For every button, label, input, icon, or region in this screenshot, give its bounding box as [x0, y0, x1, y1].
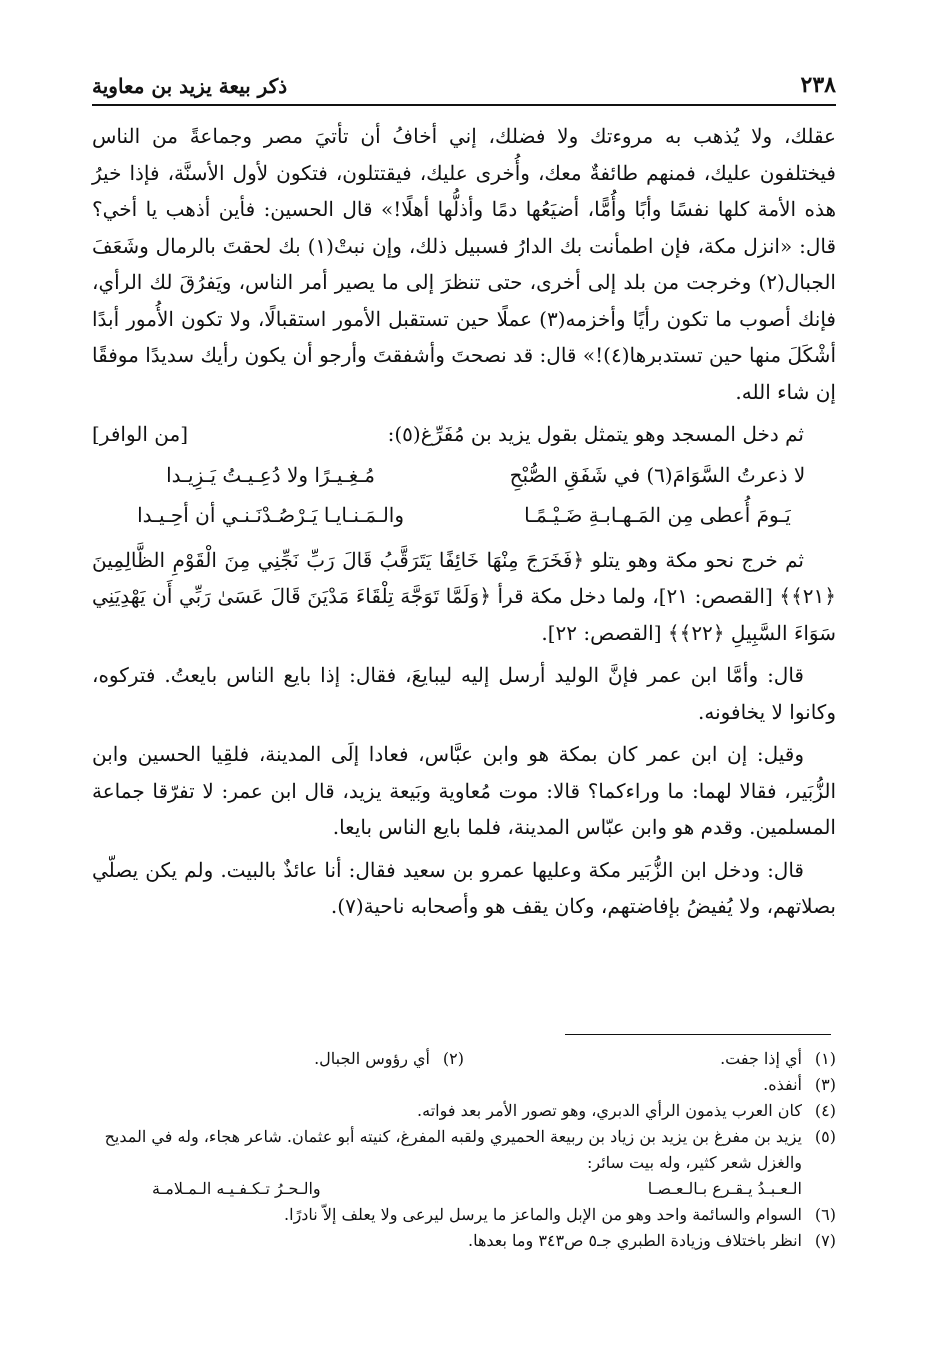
paragraph: ثم خرج نحو مكة وهو يتلو ﴿فَخَرَجَ مِنْهَا خَائِفًا يَتَرَقَّبُ قَالَ رَبِّ نَجِّنِي مِنَ الْقَوْمِ الظَّالِمِينَ ﴿٢١﴾﴾ [القصص: ٢١]، ولما دخل مكة قرأ ﴿وَلَمَّا تَوَجَّهَ تِلْقَاءَ مَدْيَنَ قَالَ عَسَىٰ رَبِّي أَن يَهْدِيَنِي سَوَاءَ السَّبِيلِ ﴿٢٢﴾﴾ [القصص: ٢٢].	[92, 547, 836, 645]
footnote-verse-left: والـحـرُ تـكـفـيـه الـمـلامـة	[152, 1179, 321, 1198]
verse-line	[92, 497, 836, 534]
footnote-pair	[92, 1046, 836, 1072]
footnote-verse	[92, 1176, 836, 1202]
footnotes	[92, 1046, 836, 1254]
verse-line	[92, 457, 836, 494]
chapter-title: ذكر بيعة يزيد بن معاوية	[92, 74, 288, 98]
verse-hemistich-right: يَـومَ أُعطى مِن المَـهـابـةِ ضَـيْـمًـا	[524, 503, 791, 527]
page-number: ٢٣٨	[800, 72, 836, 98]
footnote-text: كان العرب يذمون الرأي الدبري، وهو تصور الأمر بعد فواته.	[417, 1101, 802, 1120]
footnote-1	[464, 1046, 836, 1072]
footnote-divider	[565, 1034, 831, 1035]
footnote-text: انظر باختلاف وزيادة الطبري جـ٥ ص٣٤٣ وما بعدها.	[468, 1231, 802, 1250]
footnote-number: (٦)	[814, 1205, 836, 1224]
footnote-5	[92, 1124, 836, 1176]
footnote-number: (١)	[814, 1049, 836, 1068]
footnote-3	[92, 1072, 836, 1098]
footnote-2	[92, 1046, 464, 1072]
footnote-text: أي إذا جفت.	[720, 1049, 802, 1068]
verse-hemistich-right: لا ذعرتُ السَّوَامَ(٦) في شَفَقِ الصُّبْحِ	[509, 462, 806, 487]
paragraph: عقلك، ولا يُذهب به مروءتك ولا فضلك، إني أخافُ أن تأتيَ مصر وجماعةً من الناس فيختلفون عليك، فمنهم طائفةٌ معك، وأُخرى عليك، فيقتتلون، فتكون لأول الأسنَّة، فإذا خيرُ هذه الأمة كلها نفسًا وأبًا وأُمًّا، أضيَعُها دمًا وأذلُّها أهلًا!» قال الحسين: فأين أذهب يا أخي؟ قال: «انزل مكة، فإن اطمأنت بك الدارُ فسبيل ذلك، وإن نبتْ(١) بك لحقتَ بالرمال وشَعَفَ الجبال(٢) وخرجت من بلد إلى أخرى، حتى تنظرَ إلى ما يصير أمر الناس، ويَفرُقَ لك الرأي، فإنك أصوب ما تكون رأيًا وأخزمه(٣) عملًا حين تستقبل الأمور استقبالًا، ولا تكون الأُمور أبدًا أشْكَلَ منها حين تستدبرها(٤)!» قال: قد نصحتَ وأشفقتَ وأرجو أن يكون رأيك سديدًا موفقًا إن شاء الله.	[92, 124, 837, 404]
footnote-number: (٤)	[814, 1101, 836, 1120]
footnote-4	[92, 1098, 836, 1124]
footnote-number: (٢)	[442, 1049, 464, 1068]
verse-meter: [من الوافر]	[92, 422, 189, 446]
verse-hemistich-left: مُـغِـيـرًا ولا دُعِـيـتُ يَـزِيـدا	[166, 462, 375, 487]
paragraph: وقيل: إن ابن عمر كان بمكة هو وابن عبَّاس، فعادا إلَى المدينة، فلقِيا الحسين وابن الزُّبَير، فقالا لهما: ما وراءكما؟ قالا: موت مُعاوية وبَيعة يزيد، قال ابن عمر: لا تفرّقا جماعة المسلمين. وقدم هو وابن عبّاس المدينة، فلما بايع الناس بايعا.	[92, 742, 836, 839]
footnote-number: (٧)	[814, 1231, 836, 1250]
footnote-text: أنفذه.	[763, 1075, 802, 1094]
footnote-text: يزيد بن مفرغ بن يزيد بن زياد بن ربيعة الحميري ولقبه المفرغ، كنيته أبو عثمان. شاعر هجاء، وله في المديح والغزل شعر كثير، وله بيت سائر:	[104, 1127, 802, 1172]
paragraph: قال: ودخل ابن الزُّبَير مكة وعليها عمرو بن سعيد فقال: أنا عائذٌ بالبيت. ولم يكن يصلّي بصلاتهم، ولا يُفيضُ بإفاضتهم، وكان يقف هو وأصحابه ناحية(٧).	[92, 857, 836, 918]
footnote-text: السوام والسائمة واحد وهو من الإبل والماعز ما يرسل ليرعى ولا يعلف إلاّ نادرًا.	[284, 1205, 802, 1224]
verse-intro-text: ثم دخل المسجد وهو يتمثل بقول يزيد بن مُفَرِّغ(٥):	[387, 422, 804, 446]
verse-intro	[92, 416, 836, 453]
footnote-6	[92, 1202, 836, 1228]
main-text	[92, 118, 836, 931]
footnote-number: (٣)	[814, 1075, 836, 1094]
footnote-verse-right: الـعـبـدُ يـقـرع بـالـعـصـا	[647, 1179, 802, 1198]
footnote-text: أي رؤوس الجبال.	[314, 1049, 430, 1068]
footnote-number: (٥)	[814, 1127, 836, 1146]
footnote-7	[92, 1228, 836, 1254]
paragraph: قال: وأمَّا ابن عمر فإنَّ الوليد أرسل إليه ليبايعَ، فقال: إذا بايع الناس بايعتُ. فتركوه، وكانوا لا يخافونه.	[92, 663, 836, 724]
running-header	[92, 66, 836, 106]
verse-hemistich-left: والـمَـنـايـا يَـرْصُـدْنَـنـي أن أحِـيـدا	[137, 503, 405, 527]
